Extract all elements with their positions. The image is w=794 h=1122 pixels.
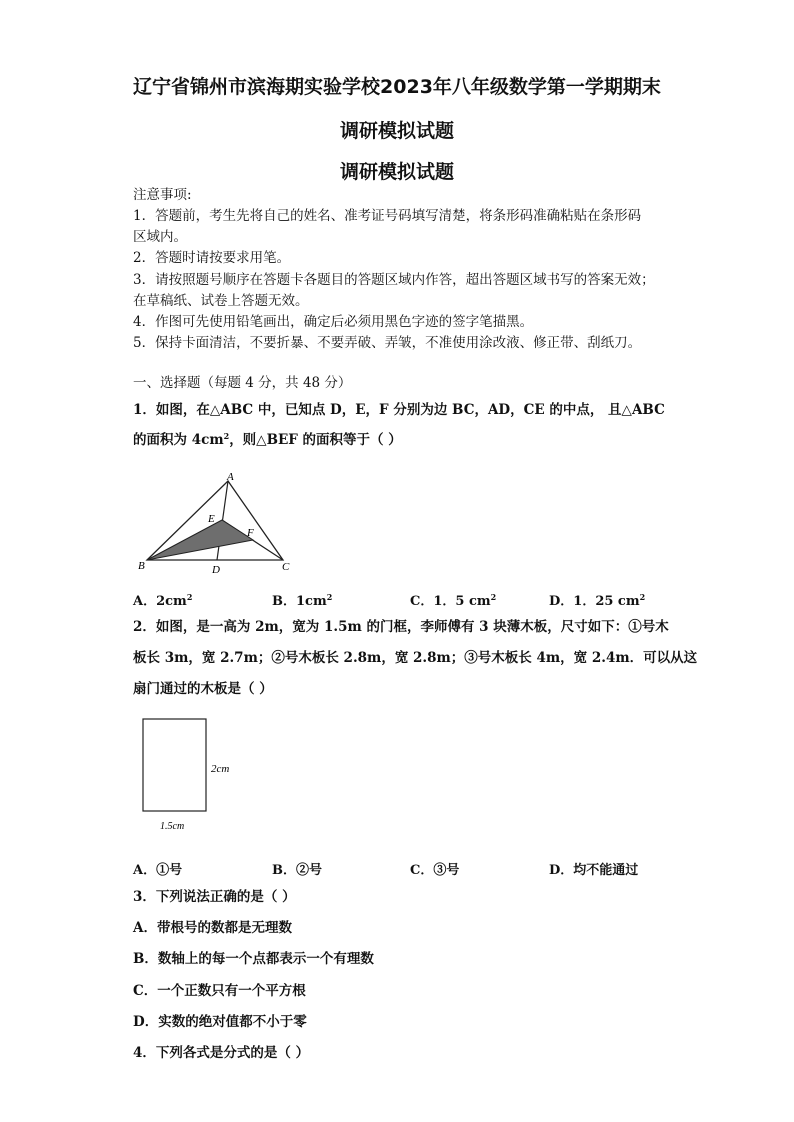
q2-option-b[interactable]: B．②号 <box>272 863 322 878</box>
label-a: A <box>227 471 234 483</box>
label-f: F <box>247 527 254 539</box>
triangle-figure <box>130 466 300 578</box>
notice-item-2: 2．答题时请按要求用笔。 <box>133 250 291 266</box>
q1-option-c[interactable]: C．1．5 $cm^2$ <box>410 592 497 609</box>
q2-stem-line-3: 扇门通过的木板是（ ） <box>133 681 273 697</box>
q2-option-c[interactable]: C．③号 <box>410 863 460 878</box>
title-line-2: 调研模拟试题 <box>339 120 454 142</box>
q1-option-d[interactable]: D．1．25 $cm^2$ <box>549 592 646 609</box>
section-heading: 一、选择题（每题 4 分，共 48 分） <box>133 375 352 391</box>
label-b: B <box>138 560 145 572</box>
notice-heading: 注意事项: <box>133 187 192 203</box>
q2-option-d[interactable]: D．均不能通过 <box>549 863 639 878</box>
shaded-triangle-bef <box>147 520 253 560</box>
label-d: D <box>212 564 220 576</box>
q3-option-c[interactable]: C．一个正数只有一个平方根 <box>133 983 306 999</box>
q1-stem-line-2: 的面积为 $4cm^2$，则△BEF 的面积等于（ ） <box>133 431 402 448</box>
notice-item-3-line-1: 3．请按照题号顺序在答题卡各题目的答题区域内作答，超出答题区域书写的答案无效； <box>133 272 655 288</box>
q1-stem-line-1: 1．如图，在△ABC 中，已知点 D，E，F 分别为边 BC，AD，CE 的中点， 且△ABC <box>133 402 665 418</box>
notice-item-5: 5．保持卡面清洁，不要折暴、不要弄破、弄皱，不准使用涂改液、修正带、刮纸刀。 <box>133 335 642 351</box>
q2-stem-line-2: 板长 3m，宽 2.7m；②号木板长 2.8m，宽 2.8m；③号木板长 4m，宽 2.4m．可以从这 <box>133 650 698 666</box>
title-line-3: 调研模拟试题 <box>339 161 454 183</box>
q2-stem-line-1: 2．如图，是一高为 2m，宽为 1.5m 的门框，李师傅有 3 块薄木板，尺寸如下：①号木 <box>133 619 669 635</box>
triangle-abc <box>147 481 283 560</box>
door-frame-rect <box>143 719 206 811</box>
door-frame-figure <box>138 714 248 834</box>
q3-option-a[interactable]: A．带根号的数都是无理数 <box>133 920 292 936</box>
notice-item-1-line-2: 区域内。 <box>133 229 187 245</box>
label-e: E <box>208 513 215 525</box>
q3-option-b[interactable]: B．数轴上的每一个点都表示一个有理数 <box>133 951 374 967</box>
title-line-1: 辽宁省锦州市滨海期实验学校2023年八年级数学第一学期期末 <box>133 76 661 98</box>
q1-option-a[interactable]: A．$2cm^2$ <box>133 592 193 609</box>
q4-stem: 4．下列各式是分式的是（ ） <box>133 1045 310 1061</box>
q2-option-a[interactable]: A．①号 <box>133 863 183 878</box>
notice-item-1-line-1: 1．答题前，考生先将自己的姓名、准考证号码填写清楚，将条形码准确粘贴在条形码 <box>133 208 642 224</box>
door-height-label: 2cm <box>211 763 230 775</box>
q3-stem: 3．下列说法正确的是（ ） <box>133 889 296 905</box>
door-width-label: 1.5cm <box>160 821 185 832</box>
notice-item-3-line-2: 在草稿纸、试卷上答题无效。 <box>133 293 309 309</box>
notice-item-4: 4．作图可先使用铅笔画出，确定后必须用黑色字迹的签字笔描黑。 <box>133 314 534 330</box>
q1-option-b[interactable]: B．$1cm^2$ <box>272 592 333 609</box>
q3-option-d[interactable]: D．实数的绝对值都不小于零 <box>133 1014 307 1030</box>
label-c: C <box>282 561 290 573</box>
